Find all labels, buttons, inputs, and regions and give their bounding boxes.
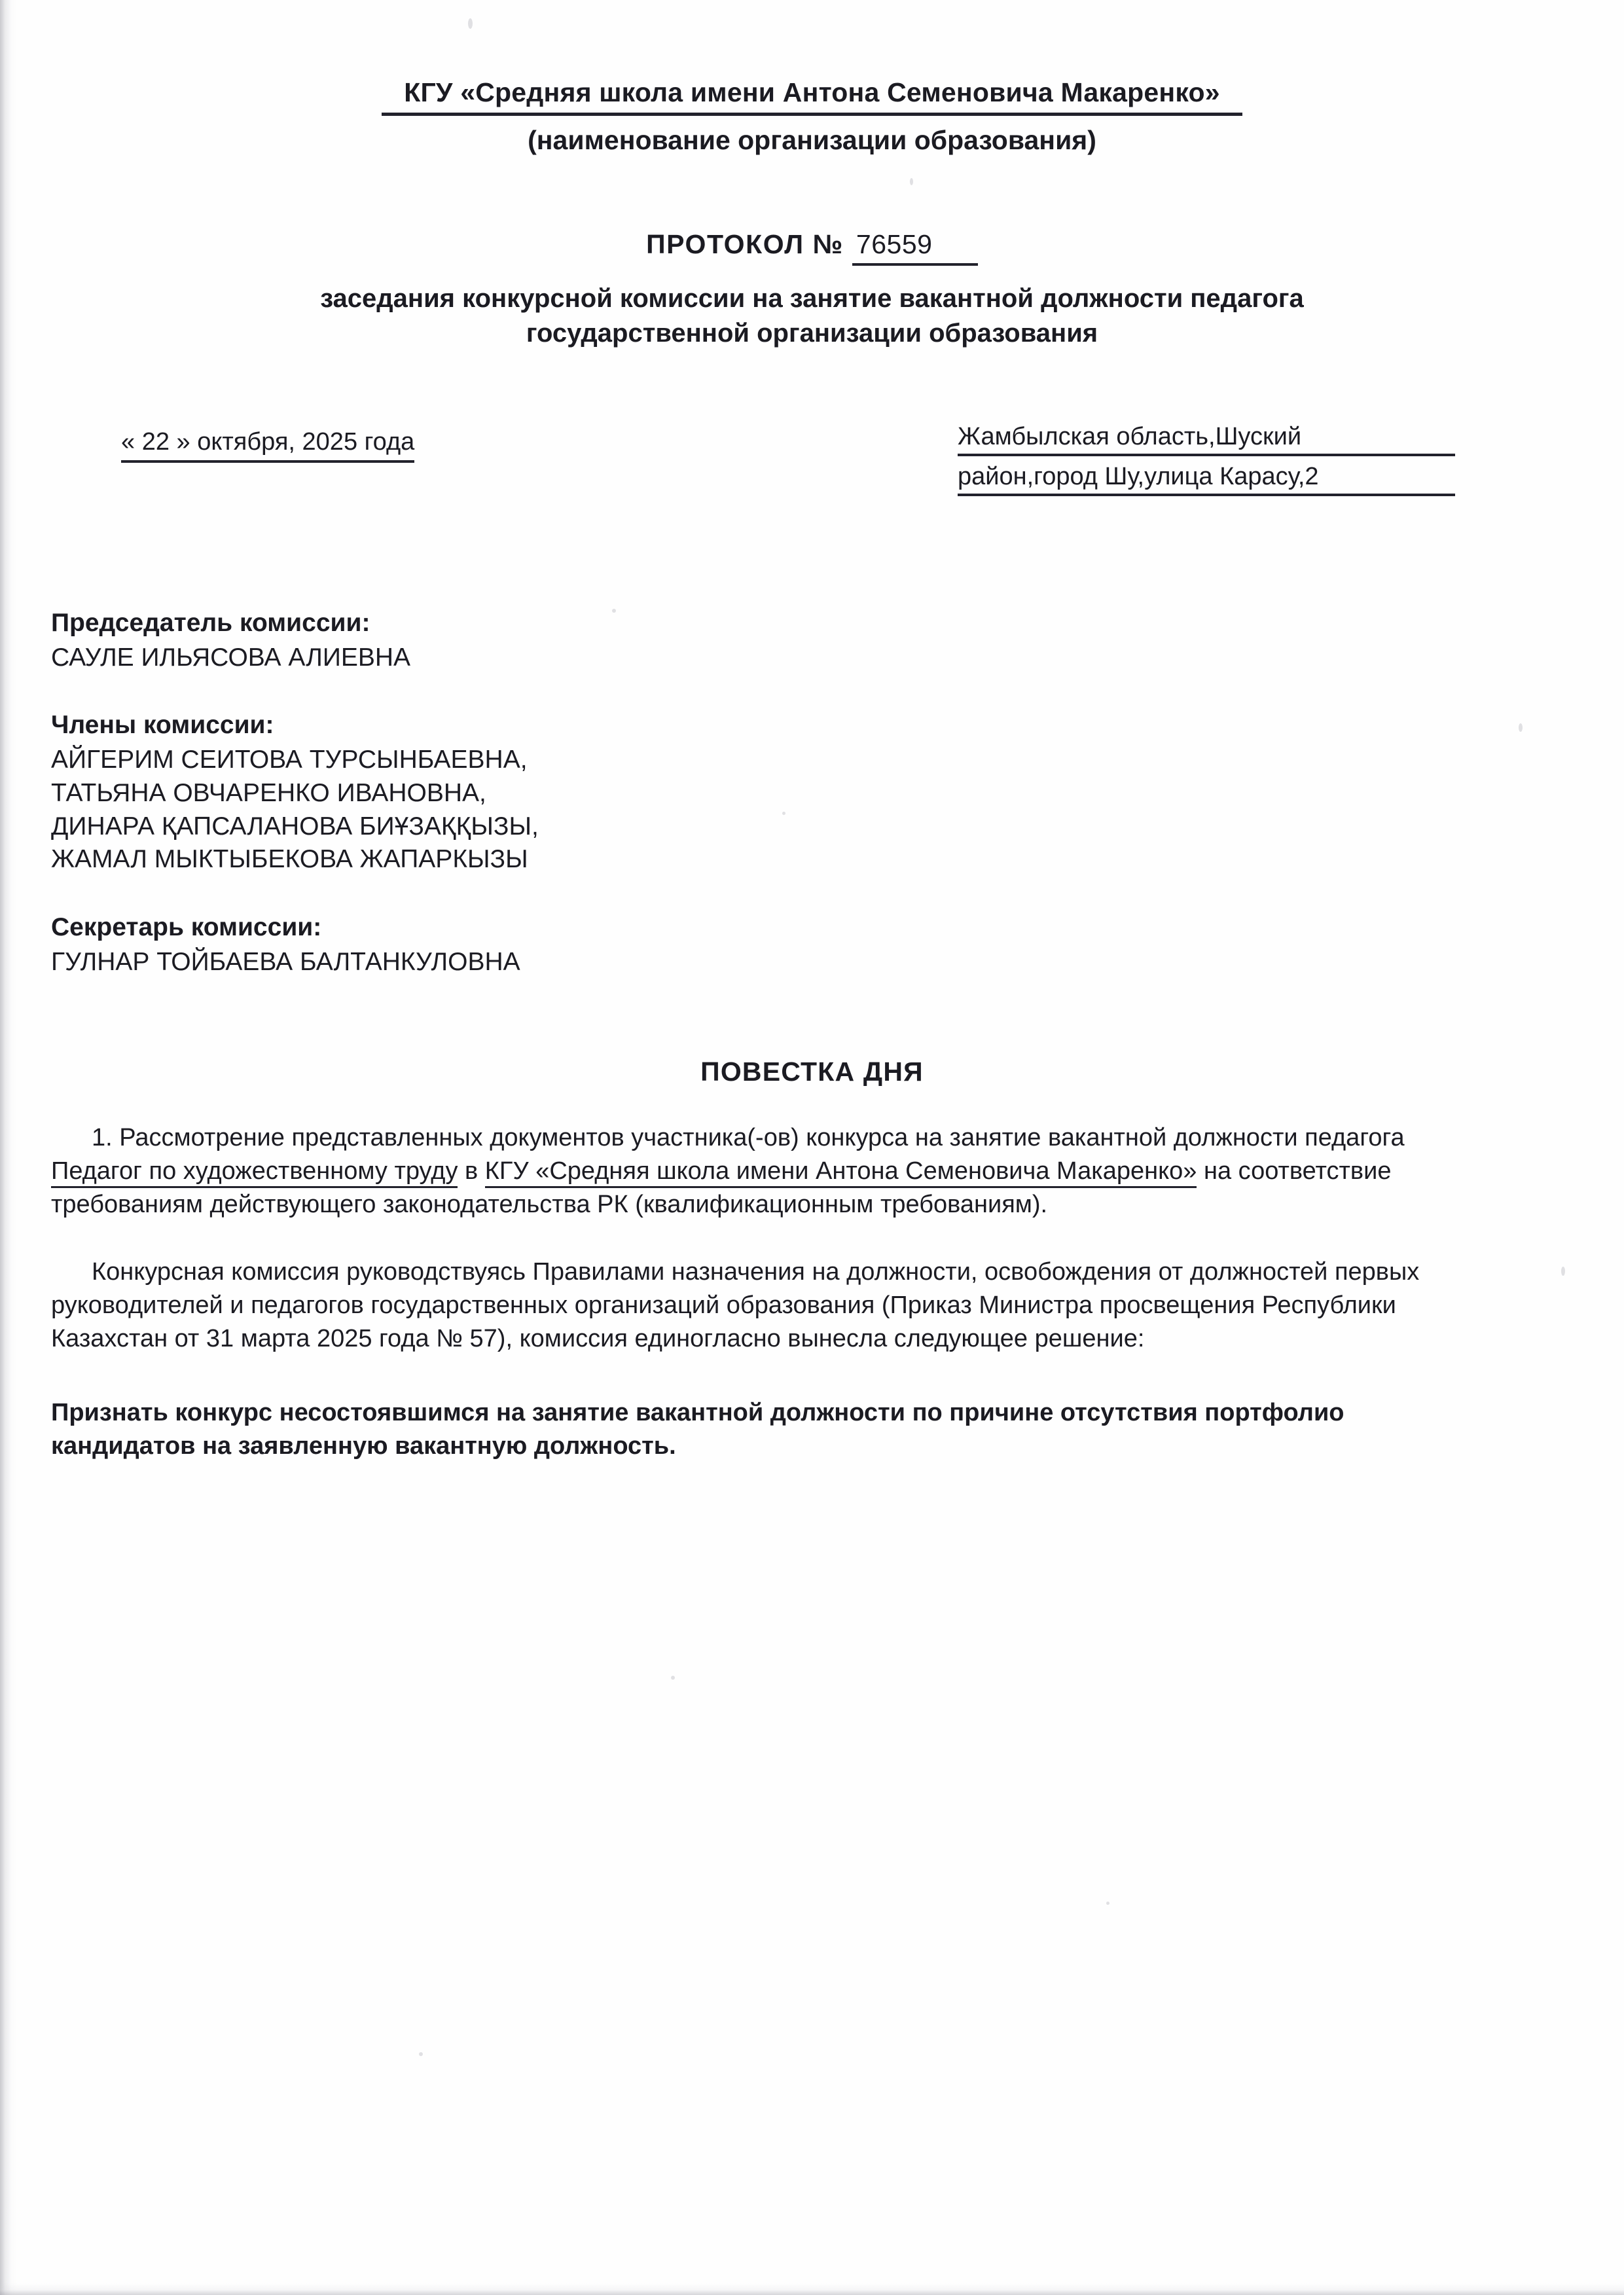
organization-name: КГУ «Средняя школа имени Антона Семеновича Макаренко» <box>382 77 1242 116</box>
agenda-item-1-organization: КГУ «Средняя школа имени Антона Семеновича Макаренко» <box>485 1157 1197 1188</box>
secretary-group <box>51 913 1624 979</box>
meeting-date: « 22 » октября, 2025 года <box>121 428 414 463</box>
vacant-position-name: Педагог по художественному труду <box>51 1157 458 1188</box>
agenda-heading: ПОВЕСТКА ДНЯ <box>700 1056 924 1087</box>
protocol-label: ПРОТОКОЛ № <box>646 229 844 259</box>
date-and-place-row <box>0 422 1624 526</box>
chair-group <box>51 609 1624 675</box>
agenda-item-1-part-1: 1. Рассмотрение представленных документов участника(-ов) конкурса на занятие вакантной должности педагога <box>92 1123 1405 1151</box>
member-name: ДИНАРА ҚАПСАЛАНОВА БИҰЗАҚҚЫЗЫ, <box>51 812 539 840</box>
member-name: АЙГЕРИМ СЕИТОВА ТУРСЫНБАЕВНА, <box>51 746 528 774</box>
protocol-subtitle-line-2: государственной организации образования <box>526 318 1098 348</box>
agenda-body <box>0 1121 1624 1356</box>
members-label: Члены комиссии: <box>51 711 274 740</box>
secretary-name: ГУЛНАР ТОЙБАЕВА БАЛТАНКУЛОВНА <box>51 948 520 977</box>
members-group <box>51 711 1624 876</box>
secretary-label: Секретарь комиссии: <box>51 913 322 942</box>
member-name: ЖАМАЛ МЫКТЫБЕКОВА ЖАПАРКЫЗЫ <box>51 845 528 874</box>
commission-decision: Признать конкурс несостоявшимся на занятие вакантной должности по причине отсутствия портфолио кандидатов на заявленную вакантную должность. <box>51 1399 1344 1460</box>
organization-header <box>0 77 1624 156</box>
agenda-paragraph-2: Конкурсная комиссия руководствуясь Правилами назначения на должности, освобождения от должностей первых руководителей и педагогов государственных организаций образования (Приказ Министра просвещения Республики Казахстан от 31 марта 2025 года № 57), комиссия единогласно вынесла следующее решение: <box>51 1258 1420 1353</box>
protocol-subtitle <box>0 281 1624 351</box>
agenda-item-1-part-3: на соответствие требованиям действующего законодательства РК (квалификационным требованиям). <box>51 1157 1392 1218</box>
protocol-subtitle-line-1: заседания конкурсной комиссии на занятие вакантной должности педагога <box>320 284 1304 313</box>
agenda-item-1 <box>51 1121 1463 1221</box>
protocol-number-value: 76559 <box>852 229 978 266</box>
commission-roster <box>0 609 1624 979</box>
meeting-address <box>958 424 1455 504</box>
chair-name: САУЛЕ ИЛЬЯСОВА АЛИЕВНА <box>51 643 411 672</box>
organization-caption: (наименование организации образования) <box>528 125 1096 155</box>
address-line-2: район,город Шу,улица Карасу,2 <box>958 464 1455 496</box>
protocol-heading-line <box>646 229 978 266</box>
chair-label: Председатель комиссии: <box>51 608 370 637</box>
agenda-item-1-part-2: в <box>458 1157 485 1185</box>
protocol-title-block <box>0 229 1624 351</box>
address-line-1: Жамбылская область,Шуский <box>958 424 1455 456</box>
member-name: ТАТЬЯНА ОВЧАРЕНКО ИВАНОВНА, <box>51 778 486 807</box>
